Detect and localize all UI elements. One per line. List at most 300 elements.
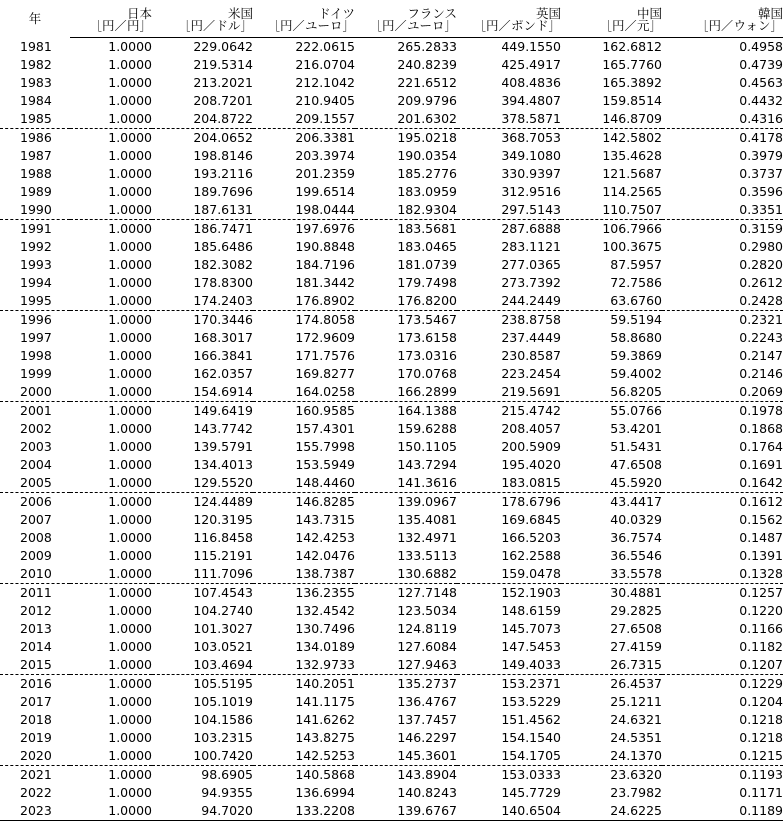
usa-rate-cell: 219.5314 [193,56,253,72]
year-cell: 1989 [20,183,52,199]
germany-rate-cell: 157.4301 [295,420,355,436]
france-rate-cell: 133.5113 [397,547,457,563]
germany-rate-cell: 136.2355 [295,584,355,600]
china-rate-cell: 47.6508 [610,456,662,472]
france-rate-cell: 123.5034 [397,602,457,618]
china-rate-cell: 121.5687 [602,165,662,181]
uk-rate-cell: 140.6504 [457,802,561,821]
china-rate-cell: 43.4417 [610,493,662,509]
germany-rate-cell: 209.1557 [253,110,355,129]
germany-rate-cell: 199.6514 [295,183,355,199]
china-rate-cell: 165.7760 [602,56,662,72]
france-rate-cell: 139.6767 [355,802,457,821]
year-cell: 2002 [20,420,52,436]
uk-rate-cell: 297.5143 [457,201,561,220]
germany-rate-cell: 176.8902 [253,292,355,311]
usa-rate-cell: 104.1586 [193,711,253,727]
usa-rate-cell: 107.4543 [193,584,253,600]
uk-rate-cell: 215.4742 [501,402,561,418]
uk-rate-cell: 277.0365 [501,256,561,272]
usa-rate-cell: 105.5195 [193,675,253,691]
table-row [0,693,783,711]
france-rate-cell: 159.6288 [397,420,457,436]
year-cell: 1990 [0,201,70,220]
year-cell: 2020 [0,747,70,766]
year-cell: 1984 [20,92,52,108]
table-row [0,784,783,802]
table-row [0,620,783,638]
japan-rate-cell: 1.0000 [70,110,152,129]
uk-rate-cell: 237.4449 [501,329,561,345]
year-cell: 2019 [20,729,52,745]
japan-rate-cell: 1.0000 [108,638,152,654]
uk-rate-cell: 349.1080 [501,147,561,163]
usa-rate-cell: 178.8300 [193,274,253,290]
uk-rate-cell: 238.8758 [501,311,561,327]
korea-rate-cell: 0.1764 [739,438,783,454]
china-rate-cell: 59.4002 [610,365,662,381]
china-rate-cell: 27.4159 [610,638,662,654]
usa-rate-cell: 129.5520 [152,474,253,493]
china-rate-cell: 23.6320 [610,766,662,782]
korea-rate-cell: 0.1204 [739,693,783,709]
year-cell: 2022 [20,784,52,800]
uk-rate-cell: 145.7729 [501,784,561,800]
germany-rate-cell: 155.7998 [295,438,355,454]
china-rate-cell: 40.0329 [610,511,662,527]
table-row [0,365,783,383]
usa-rate-cell: 120.3195 [193,511,253,527]
china-rate-cell: 24.5351 [610,729,662,745]
column-header-china: 中国 [636,5,662,20]
year-cell: 2023 [0,802,70,821]
year-cell: 2001 [20,402,52,418]
japan-rate-cell: 1.0000 [108,38,152,54]
year-cell: 2009 [20,547,52,563]
year-cell: 1993 [20,256,52,272]
table-row [0,420,783,438]
table-row [0,311,783,330]
usa-rate-cell: 174.2403 [152,292,253,311]
germany-rate-cell: 190.8848 [295,238,355,254]
france-rate-cell: 146.2297 [397,729,457,745]
year-cell: 1985 [0,110,70,129]
korea-rate-cell: 0.1220 [739,602,783,618]
uk-rate-cell: 287.6888 [501,220,561,236]
table-row [0,493,783,512]
korea-rate-cell: 0.2980 [739,238,783,254]
china-rate-cell: 63.6760 [561,292,662,311]
japan-rate-cell: 1.0000 [108,183,152,199]
year-cell: 2012 [20,602,52,618]
korea-rate-cell: 0.1868 [739,420,783,436]
korea-rate-cell: 0.1182 [739,638,783,654]
table-row [0,238,783,256]
germany-rate-cell: 132.4542 [295,602,355,618]
table-row [0,165,783,183]
usa-rate-cell: 198.8146 [193,147,253,163]
germany-rate-cell: 201.2359 [295,165,355,181]
usa-rate-cell: 104.2740 [193,602,253,618]
year-column-header: 年 [28,10,42,26]
china-rate-cell: 24.1370 [561,747,662,766]
uk-rate-cell: 230.8587 [501,347,561,363]
france-rate-cell: 221.6512 [397,74,457,90]
japan-rate-cell: 1.0000 [70,656,152,675]
france-rate-cell: 170.0768 [397,365,457,381]
korea-rate-cell: 0.4958 [739,38,783,54]
usa-rate-cell: 111.7096 [152,565,253,584]
uk-rate-cell: 153.5229 [501,693,561,709]
china-rate-cell: 58.8680 [610,329,662,345]
japan-rate-cell: 1.0000 [108,402,152,418]
france-rate-cell: 265.2833 [397,38,457,54]
germany-rate-cell: 141.1175 [295,693,355,709]
column-header-uk: 英国 [535,5,561,20]
china-rate-cell: 114.2565 [602,183,662,199]
germany-rate-cell: 197.6976 [295,220,355,236]
germany-rate-cell: 134.0189 [295,638,355,654]
korea-rate-cell: 0.1562 [739,511,783,527]
uk-rate-cell: 449.1550 [501,38,561,54]
korea-rate-cell: 0.2147 [739,347,783,363]
germany-rate-cell: 140.5868 [295,766,355,782]
france-rate-cell: 164.1388 [397,402,457,418]
table-row [0,201,783,220]
korea-rate-cell: 0.3351 [662,201,783,220]
usa-rate-cell: 98.6905 [201,766,253,782]
japan-rate-cell: 1.0000 [108,584,152,600]
year-cell: 1994 [20,274,52,290]
france-rate-cell: 179.7498 [397,274,457,290]
china-rate-cell: 45.5920 [561,474,662,493]
table-row [0,220,783,239]
year-cell: 2005 [0,474,70,493]
china-rate-cell: 165.3892 [602,74,662,90]
column-header-japan: 日本 [126,5,152,20]
china-rate-cell: 25.1211 [610,693,662,709]
uk-rate-cell: 153.0333 [501,766,561,782]
japan-rate-cell: 1.0000 [108,620,152,636]
korea-rate-cell: 0.1487 [739,529,783,545]
france-rate-cell: 140.8243 [397,784,457,800]
uk-rate-cell: 154.1705 [457,747,561,766]
japan-rate-cell: 1.0000 [108,438,152,454]
usa-rate-cell: 154.6914 [152,383,253,402]
usa-rate-cell: 143.7742 [193,420,253,436]
china-rate-cell: 24.6225 [561,802,662,821]
france-rate-cell: 127.9463 [355,656,457,675]
year-cell: 1983 [20,74,52,90]
year-cell: 1986 [20,129,52,145]
japan-rate-cell: 1.0000 [108,74,152,90]
france-rate-cell: 195.0218 [397,129,457,145]
japan-rate-cell: 1.0000 [70,747,152,766]
germany-rate-cell: 198.0444 [253,201,355,220]
germany-rate-cell: 171.7576 [295,347,355,363]
header-unit-row [0,20,783,38]
korea-rate-cell: 0.3979 [739,147,783,163]
germany-rate-cell: 160.9585 [295,402,355,418]
year-cell: 2004 [20,456,52,472]
japan-rate-cell: 1.0000 [108,274,152,290]
usa-rate-cell: 124.4489 [193,493,253,509]
france-rate-cell: 135.2737 [397,675,457,691]
japan-rate-cell: 1.0000 [70,565,152,584]
year-cell: 2011 [20,584,52,600]
table-row [0,256,783,274]
usa-rate-cell: 100.7420 [152,747,253,766]
france-rate-cell: 124.8119 [397,620,457,636]
year-cell: 1997 [20,329,52,345]
table-row [0,129,783,148]
germany-rate-cell: 184.7196 [295,256,355,272]
china-rate-cell: 26.7315 [561,656,662,675]
table-row [0,383,783,402]
usa-rate-cell: 229.0642 [193,38,253,54]
usa-rate-cell: 166.3841 [193,347,253,363]
germany-rate-cell: 174.8058 [295,311,355,327]
uk-rate-cell: 151.4562 [501,711,561,727]
column-header-korea: 韓国 [757,5,783,20]
germany-rate-cell: 222.0615 [295,38,355,54]
table-row [0,602,783,620]
france-rate-cell: 127.7148 [397,584,457,600]
uk-rate-cell: 425.4917 [501,56,561,72]
japan-rate-cell: 1.0000 [108,56,152,72]
table-row [0,675,783,694]
korea-rate-cell: 0.3596 [739,183,783,199]
uk-rate-cell: 408.4836 [501,74,561,90]
korea-rate-cell: 0.3737 [739,165,783,181]
japan-rate-cell: 1.0000 [108,129,152,145]
uk-rate-cell: 183.0815 [457,474,561,493]
france-rate-cell: 183.5681 [397,220,457,236]
france-rate-cell: 173.5467 [397,311,457,327]
table-row [0,802,783,821]
usa-rate-cell: 103.2315 [193,729,253,745]
usa-rate-cell: 116.8458 [193,529,253,545]
china-rate-cell: 162.6812 [602,38,662,54]
uk-rate-cell: 169.6845 [501,511,561,527]
column-unit-korea: ［円／ウォン］ [662,20,783,38]
korea-rate-cell: 0.1257 [739,584,783,600]
china-rate-cell: 51.5431 [610,438,662,454]
table-row [0,656,783,675]
usa-rate-cell: 94.9355 [201,784,253,800]
table-row [0,38,783,57]
china-rate-cell: 72.7586 [610,274,662,290]
china-rate-cell: 87.5957 [610,256,662,272]
uk-rate-cell: 154.1540 [501,729,561,745]
japan-rate-cell: 1.0000 [70,201,152,220]
france-rate-cell: 135.4081 [397,511,457,527]
table-row [0,638,783,656]
year-cell: 2014 [20,638,52,654]
france-rate-cell: 181.0739 [397,256,457,272]
table-row [0,347,783,365]
korea-rate-cell: 0.1166 [739,620,783,636]
france-rate-cell: 145.3601 [355,747,457,766]
year-cell: 1999 [20,365,52,381]
usa-rate-cell: 208.7201 [193,92,253,108]
japan-rate-cell: 1.0000 [108,420,152,436]
year-cell: 2010 [0,565,70,584]
year-cell: 1995 [0,292,70,311]
uk-rate-cell: 208.4057 [501,420,561,436]
france-rate-cell: 141.3616 [355,474,457,493]
france-rate-cell: 183.0959 [397,183,457,199]
china-rate-cell: 106.7966 [602,220,662,236]
france-rate-cell: 139.0967 [397,493,457,509]
uk-rate-cell: 152.1903 [501,584,561,600]
japan-rate-cell: 1.0000 [108,147,152,163]
japan-rate-cell: 1.0000 [108,711,152,727]
korea-rate-cell: 0.1642 [662,474,783,493]
germany-rate-cell: 143.8275 [295,729,355,745]
korea-rate-cell: 0.1229 [739,675,783,691]
france-rate-cell: 143.7294 [397,456,457,472]
france-rate-cell: 183.0465 [397,238,457,254]
germany-rate-cell: 206.3381 [295,129,355,145]
table-row [0,529,783,547]
germany-rate-cell: 130.7496 [295,620,355,636]
year-cell: 2021 [20,766,52,782]
france-rate-cell: 130.6882 [355,565,457,584]
germany-rate-cell: 141.6262 [295,711,355,727]
usa-rate-cell: 170.3446 [193,311,253,327]
korea-rate-cell: 0.2612 [739,274,783,290]
uk-rate-cell: 145.7073 [501,620,561,636]
china-rate-cell: 26.4537 [610,675,662,691]
usa-rate-cell: 193.2116 [193,165,253,181]
france-rate-cell: 185.2776 [397,165,457,181]
japan-rate-cell: 1.0000 [108,311,152,327]
year-cell: 2017 [20,693,52,709]
france-rate-cell: 173.6158 [397,329,457,345]
uk-rate-cell: 312.9516 [501,183,561,199]
usa-rate-cell: 139.5791 [193,438,253,454]
uk-rate-cell: 283.1121 [501,238,561,254]
japan-rate-cell: 1.0000 [108,529,152,545]
table-row [0,292,783,311]
china-rate-cell: 135.4628 [602,147,662,163]
korea-rate-cell: 0.1207 [662,656,783,675]
china-rate-cell: 142.5802 [602,129,662,145]
usa-rate-cell: 204.8722 [152,110,253,129]
uk-rate-cell: 378.5871 [457,110,561,129]
china-rate-cell: 146.8709 [561,110,662,129]
korea-rate-cell: 0.1171 [739,784,783,800]
table-row [0,329,783,347]
germany-rate-cell: 138.7387 [253,565,355,584]
column-unit-usa: ［円／ドル］ [152,20,253,38]
column-unit-france: ［円／ユーロ］ [355,20,457,38]
france-rate-cell: 166.2899 [355,383,457,402]
france-rate-cell: 240.8239 [397,56,457,72]
table-row [0,711,783,729]
france-rate-cell: 209.9796 [397,92,457,108]
japan-rate-cell: 1.0000 [108,365,152,381]
usa-rate-cell: 94.7020 [152,802,253,821]
china-rate-cell: 27.6508 [610,620,662,636]
china-rate-cell: 59.5194 [610,311,662,327]
japan-rate-cell: 1.0000 [108,602,152,618]
usa-rate-cell: 103.4694 [152,656,253,675]
uk-rate-cell: 244.2449 [457,292,561,311]
germany-rate-cell: 216.0704 [295,56,355,72]
table-row [0,74,783,92]
germany-rate-cell: 148.4460 [253,474,355,493]
china-rate-cell: 29.2825 [610,602,662,618]
table-row [0,511,783,529]
germany-rate-cell: 153.5949 [295,456,355,472]
germany-rate-cell: 146.8285 [295,493,355,509]
japan-rate-cell: 1.0000 [108,766,152,782]
header-name-row [0,0,783,20]
table-row [0,766,783,785]
korea-rate-cell: 0.1328 [662,565,783,584]
usa-rate-cell: 103.0521 [193,638,253,654]
table-body [0,38,783,821]
china-rate-cell: 100.3675 [602,238,662,254]
table-row [0,747,783,766]
germany-rate-cell: 142.0476 [295,547,355,563]
china-rate-cell: 159.8514 [602,92,662,108]
year-cell: 2007 [20,511,52,527]
china-rate-cell: 36.7574 [610,529,662,545]
uk-rate-cell: 162.2588 [501,547,561,563]
germany-rate-cell: 203.3974 [295,147,355,163]
japan-rate-cell: 1.0000 [108,220,152,236]
year-cell: 2003 [20,438,52,454]
table-row [0,92,783,110]
year-cell: 1982 [20,56,52,72]
uk-rate-cell: 147.5453 [501,638,561,654]
table-row [0,110,783,129]
korea-rate-cell: 0.2243 [739,329,783,345]
korea-rate-cell: 0.4563 [739,74,783,90]
uk-rate-cell: 166.5203 [501,529,561,545]
year-cell: 2015 [0,656,70,675]
uk-rate-cell: 153.2371 [501,675,561,691]
usa-rate-cell: 186.7471 [193,220,253,236]
china-rate-cell: 30.4881 [610,584,662,600]
column-unit-china: ［円／元］ [561,20,662,38]
uk-rate-cell: 178.6796 [501,493,561,509]
column-header-germany: ドイツ [318,5,355,20]
usa-rate-cell: 182.3082 [193,256,253,272]
japan-rate-cell: 1.0000 [108,511,152,527]
uk-rate-cell: 149.4033 [457,656,561,675]
japan-rate-cell: 1.0000 [108,347,152,363]
usa-rate-cell: 204.0652 [193,129,253,145]
japan-rate-cell: 1.0000 [108,784,152,800]
japan-rate-cell: 1.0000 [108,238,152,254]
france-rate-cell: 143.8904 [397,766,457,782]
france-rate-cell: 127.6084 [397,638,457,654]
japan-rate-cell: 1.0000 [70,292,152,311]
table-header [0,0,783,38]
year-cell: 2016 [20,675,52,691]
france-rate-cell: 176.8200 [355,292,457,311]
korea-rate-cell: 0.1215 [662,747,783,766]
usa-rate-cell: 168.3017 [193,329,253,345]
usa-rate-cell: 115.2191 [193,547,253,563]
korea-rate-cell: 0.2820 [739,256,783,272]
year-cell: 1981 [20,38,52,54]
table-row [0,147,783,165]
